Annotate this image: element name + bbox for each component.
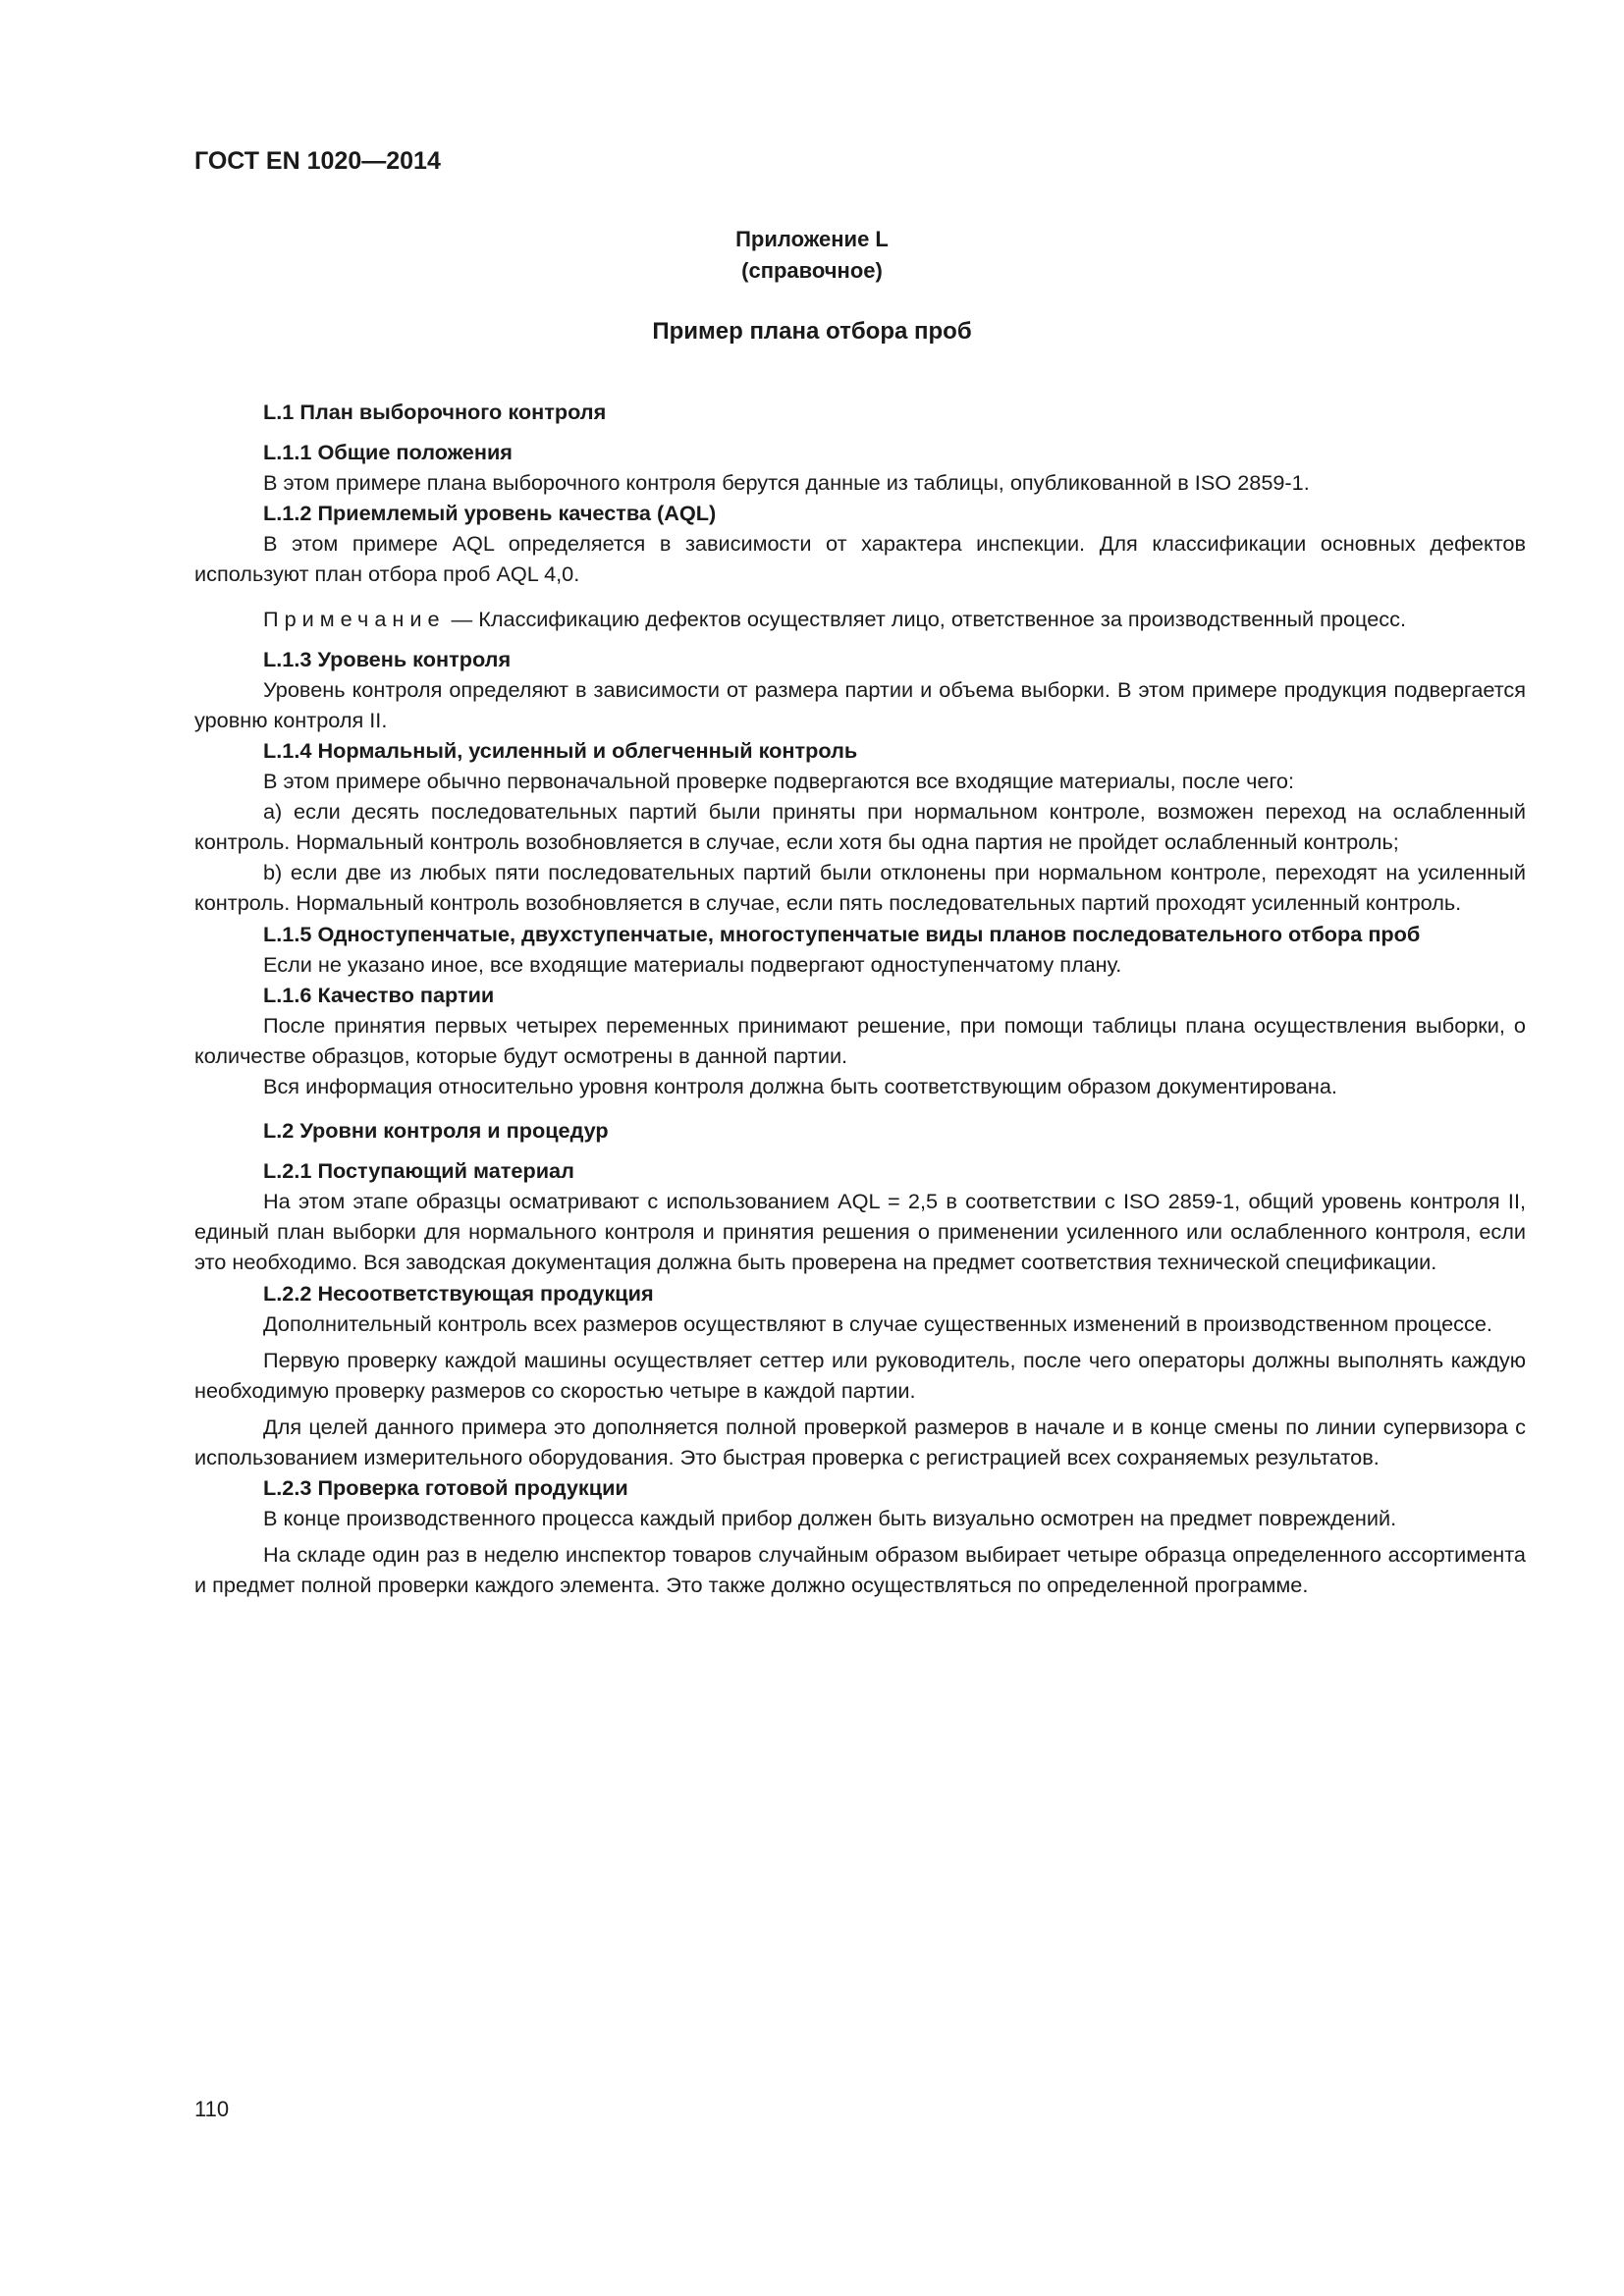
- section-l14-item-b: b) если две из любых пяти последовательных партий были отклонены при нормальном контроле, переходят на усиленный контроль. Нормальный контроль возобновляется в случае, если пять последовательных партий проходят усиленный контроль.: [194, 860, 1526, 916]
- section-l22-paragraph-1: Дополнительный контроль всех размеров осуществляют в случае существенных изменений в производственном процессе.: [263, 1310, 1492, 1336]
- section-l14-paragraph-1: В этом примере обычно первоначальной проверке подвергаются все входящие материалы, после чего:: [263, 769, 1294, 794]
- section-l13-paragraph: Уровень контроля определяют в зависимости от размера партии и объема выборки. В этом примере продукция подвергается уровню контроля II.: [194, 676, 1526, 732]
- section-l11-paragraph: В этом примере плана выборочного контроля берутся данные из таблицы, опубликованной в ISO 2859-1.: [263, 470, 1310, 496]
- note: [194, 604, 1526, 634]
- section-l12-heading: L.1.2 Приемлемый уровень качества (AQL): [263, 501, 717, 526]
- section-l12-paragraph: В этом примере AQL определяется в зависимости от характера инспекции. Для классификации основных дефектов используют план отбора проб AQL 4,0.: [194, 531, 1526, 587]
- section-l14-heading: L.1.4 Нормальный, усиленный и облегченный контроль: [263, 737, 858, 763]
- note-text: — Классификацию дефектов осуществляет лицо, ответственное за производственный процесс.: [445, 606, 1406, 631]
- section-l23-paragraph-2: На складе один раз в неделю инспектор товаров случайным образом выбирает четыре образца определенного ассортимента и предмет полной проверки каждого элемента. Это также должно осуществляться по определенной программе.: [194, 1542, 1526, 1598]
- annex-kind: (справочное): [741, 258, 883, 283]
- section-l22-paragraph-3: Для целей данного примера это дополняется полной проверкой размеров в начале и в конце смены по линии супервизора с использованием измерительного оборудования. Это быстрая проверка с регистрацией всех сохраняемых результатов.: [194, 1414, 1526, 1469]
- section-l15-heading: L.1.5 Одноступенчатые, двухступенчатые, многоступенчатые виды планов последовательного отбора проб: [263, 921, 1421, 946]
- annex-label: Приложение L: [735, 227, 889, 251]
- annex-title: Пример плана отбора проб: [652, 318, 972, 345]
- section-l23-heading: L.2.3 Проверка готовой продукции: [263, 1475, 628, 1501]
- section-l21-paragraph: На этом этапе образцы осматривают с использованием AQL = 2,5 в соответствии с ISO 2859-1, общий уровень контроля II, единый план выборки для нормального контроля и принятия решения о применении усиленного или ослабленного контроля, если это необходимо. Вся заводская документация должна быть проверена на предмет соответствия технической спецификации.: [194, 1189, 1526, 1275]
- section-l13-heading: L.1.3 Уровень контроля: [263, 646, 512, 671]
- note-label: Примечание: [263, 606, 446, 631]
- document-body: [194, 397, 1526, 1600]
- section-l21-heading: L.2.1 Поступающий материал: [263, 1158, 574, 1184]
- section-l11-heading: L.1.1 Общие положения: [263, 440, 513, 465]
- section-l14-item-a: a) если десять последовательных партий были приняты при нормальном контроле, возможен переход на ослабленный контроль. Нормальный контроль возобновляется в случае, если хотя бы одна партия не пройдет ослабленный контроль;: [194, 799, 1526, 855]
- section-l23-paragraph-1: В конце производственного процесса каждый прибор должен быть визуально осмотрен на предмет повреждений.: [263, 1506, 1397, 1531]
- document-header: ГОСТ EN 1020—2014: [194, 147, 441, 175]
- section-l16-paragraph-1: После принятия первых четырех переменных принимают решение, при помощи таблицы плана осуществления выборки, о количестве образцов, которые будут осмотрены в данной партии.: [194, 1012, 1526, 1068]
- section-l22-paragraph-2: Первую проверку каждой машины осуществляет сеттер или руководитель, после чего операторы должны выполнять каждую необходимую проверку размеров со скоростью четыре в каждой партии.: [194, 1347, 1526, 1403]
- section-l15-paragraph: Если не указано иное, все входящие материалы подвергают одноступенчатому плану.: [263, 951, 1122, 977]
- section-l16-paragraph-2: Вся информация относительно уровня контроля должна быть соответствующим образом документирована.: [263, 1073, 1337, 1098]
- section-l22-heading: L.2.2 Несоответствующая продукция: [263, 1280, 654, 1306]
- section-l2-heading: L.2 Уровни контроля и процедур: [263, 1118, 609, 1144]
- section-l1-heading: L.1 План выборочного контроля: [263, 400, 607, 424]
- page-number: 110: [194, 2097, 230, 2121]
- section-l16-heading: L.1.6 Качество партии: [263, 982, 495, 1007]
- annex-heading: [0, 224, 1624, 287]
